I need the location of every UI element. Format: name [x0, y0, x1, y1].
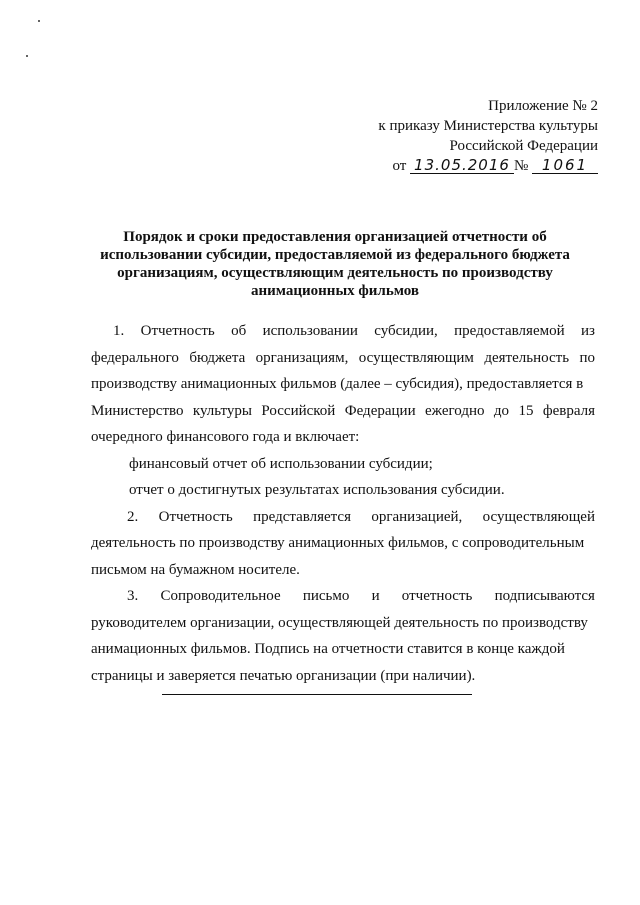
word: об [231, 323, 247, 339]
word: 3. [127, 588, 139, 604]
paragraph-3-line-4: страницы и заверяется печатью организации (при наличии). [91, 667, 476, 684]
handwritten-number: 1061 [532, 157, 598, 174]
paragraph-1-line-4 [91, 398, 595, 425]
scan-speck [26, 55, 28, 57]
word: из [580, 323, 595, 339]
word: письмо [302, 588, 350, 604]
appendix-line-1: Приложение № 2 [488, 98, 598, 114]
paragraph-1-line-1 [91, 318, 595, 345]
paragraph-2-line-3: письмом на бумажном носителе. [91, 561, 300, 578]
word: представляется [253, 508, 351, 525]
word: культуры [192, 402, 252, 419]
word: осуществляющей [482, 508, 595, 525]
word: предоставляемой [454, 323, 565, 339]
number-prefix: № [513, 158, 529, 174]
word: субсидии, [374, 323, 438, 339]
word: Сопроводительное [160, 588, 281, 604]
word: организацией, [371, 508, 463, 525]
word: ежегодно [425, 402, 485, 419]
list-item-financial-report: финансовый отчет об использовании субсидии; [129, 455, 433, 472]
paragraph-1-line-3: производству анимационных фильмов (далее – субсидия), предоставляется в [91, 376, 584, 392]
paragraph-3-line-1 [91, 583, 595, 610]
word: бюджета [189, 349, 246, 366]
appendix-line-3: Российской Федерации [449, 138, 598, 154]
word: федерального [91, 349, 179, 366]
word: 2. [127, 508, 139, 525]
word: использовании [262, 323, 358, 339]
word: осуществляющим [358, 349, 474, 366]
title-line-3: организациям, осуществляющим деятельность по производству [117, 265, 553, 281]
word: Федерации [344, 402, 416, 419]
paragraph-3-line-3: анимационных фильмов. Подпись на отчетности ставится в конце каждой [91, 641, 565, 657]
word: 1. [113, 323, 125, 339]
title-line-2: использовании субсидии, предоставляемой из федерального бюджета [100, 247, 570, 263]
word: подписываются [494, 588, 595, 604]
handwritten-date: 13.05.2016 [410, 157, 514, 174]
paragraph-2-line-1 [91, 504, 595, 531]
word: Российской [261, 402, 336, 419]
paragraph-3-line-2: руководителем организации, осуществляющей деятельность по производству [91, 614, 588, 631]
date-prefix: от [392, 158, 407, 174]
word: Отчетность [158, 508, 233, 525]
word: до [493, 402, 510, 419]
word: отчетность [401, 588, 473, 604]
paragraph-1-line-5: очередного финансового года и включает: [91, 429, 360, 445]
closing-rule [162, 694, 472, 695]
word: февраля [542, 402, 595, 419]
document-body [91, 318, 595, 689]
word: 15 [518, 402, 534, 419]
title-line-4: анимационных фильмов [250, 283, 420, 299]
appendix-line-2: к приказу Министерства культуры [378, 118, 598, 134]
word: и [371, 588, 380, 604]
word: деятельность [484, 349, 570, 366]
appendix-date-number-line [298, 156, 598, 176]
list-item-results-report: отчет о достигнутых результатах использования субсидии. [129, 482, 505, 498]
appendix-header [298, 96, 598, 176]
word: Министерство [91, 402, 184, 419]
paragraph-1-line-2 [91, 345, 595, 372]
scan-speck [38, 20, 40, 22]
paragraph-2-line-2: деятельность по производству анимационных фильмов, с сопроводительным [91, 535, 585, 551]
title-line-1: Порядок и сроки предоставления организацией отчетности об [123, 229, 547, 245]
word: по [579, 349, 595, 366]
word: организациям, [255, 349, 349, 366]
document-title [70, 228, 600, 300]
word: Отчетность [140, 323, 215, 339]
